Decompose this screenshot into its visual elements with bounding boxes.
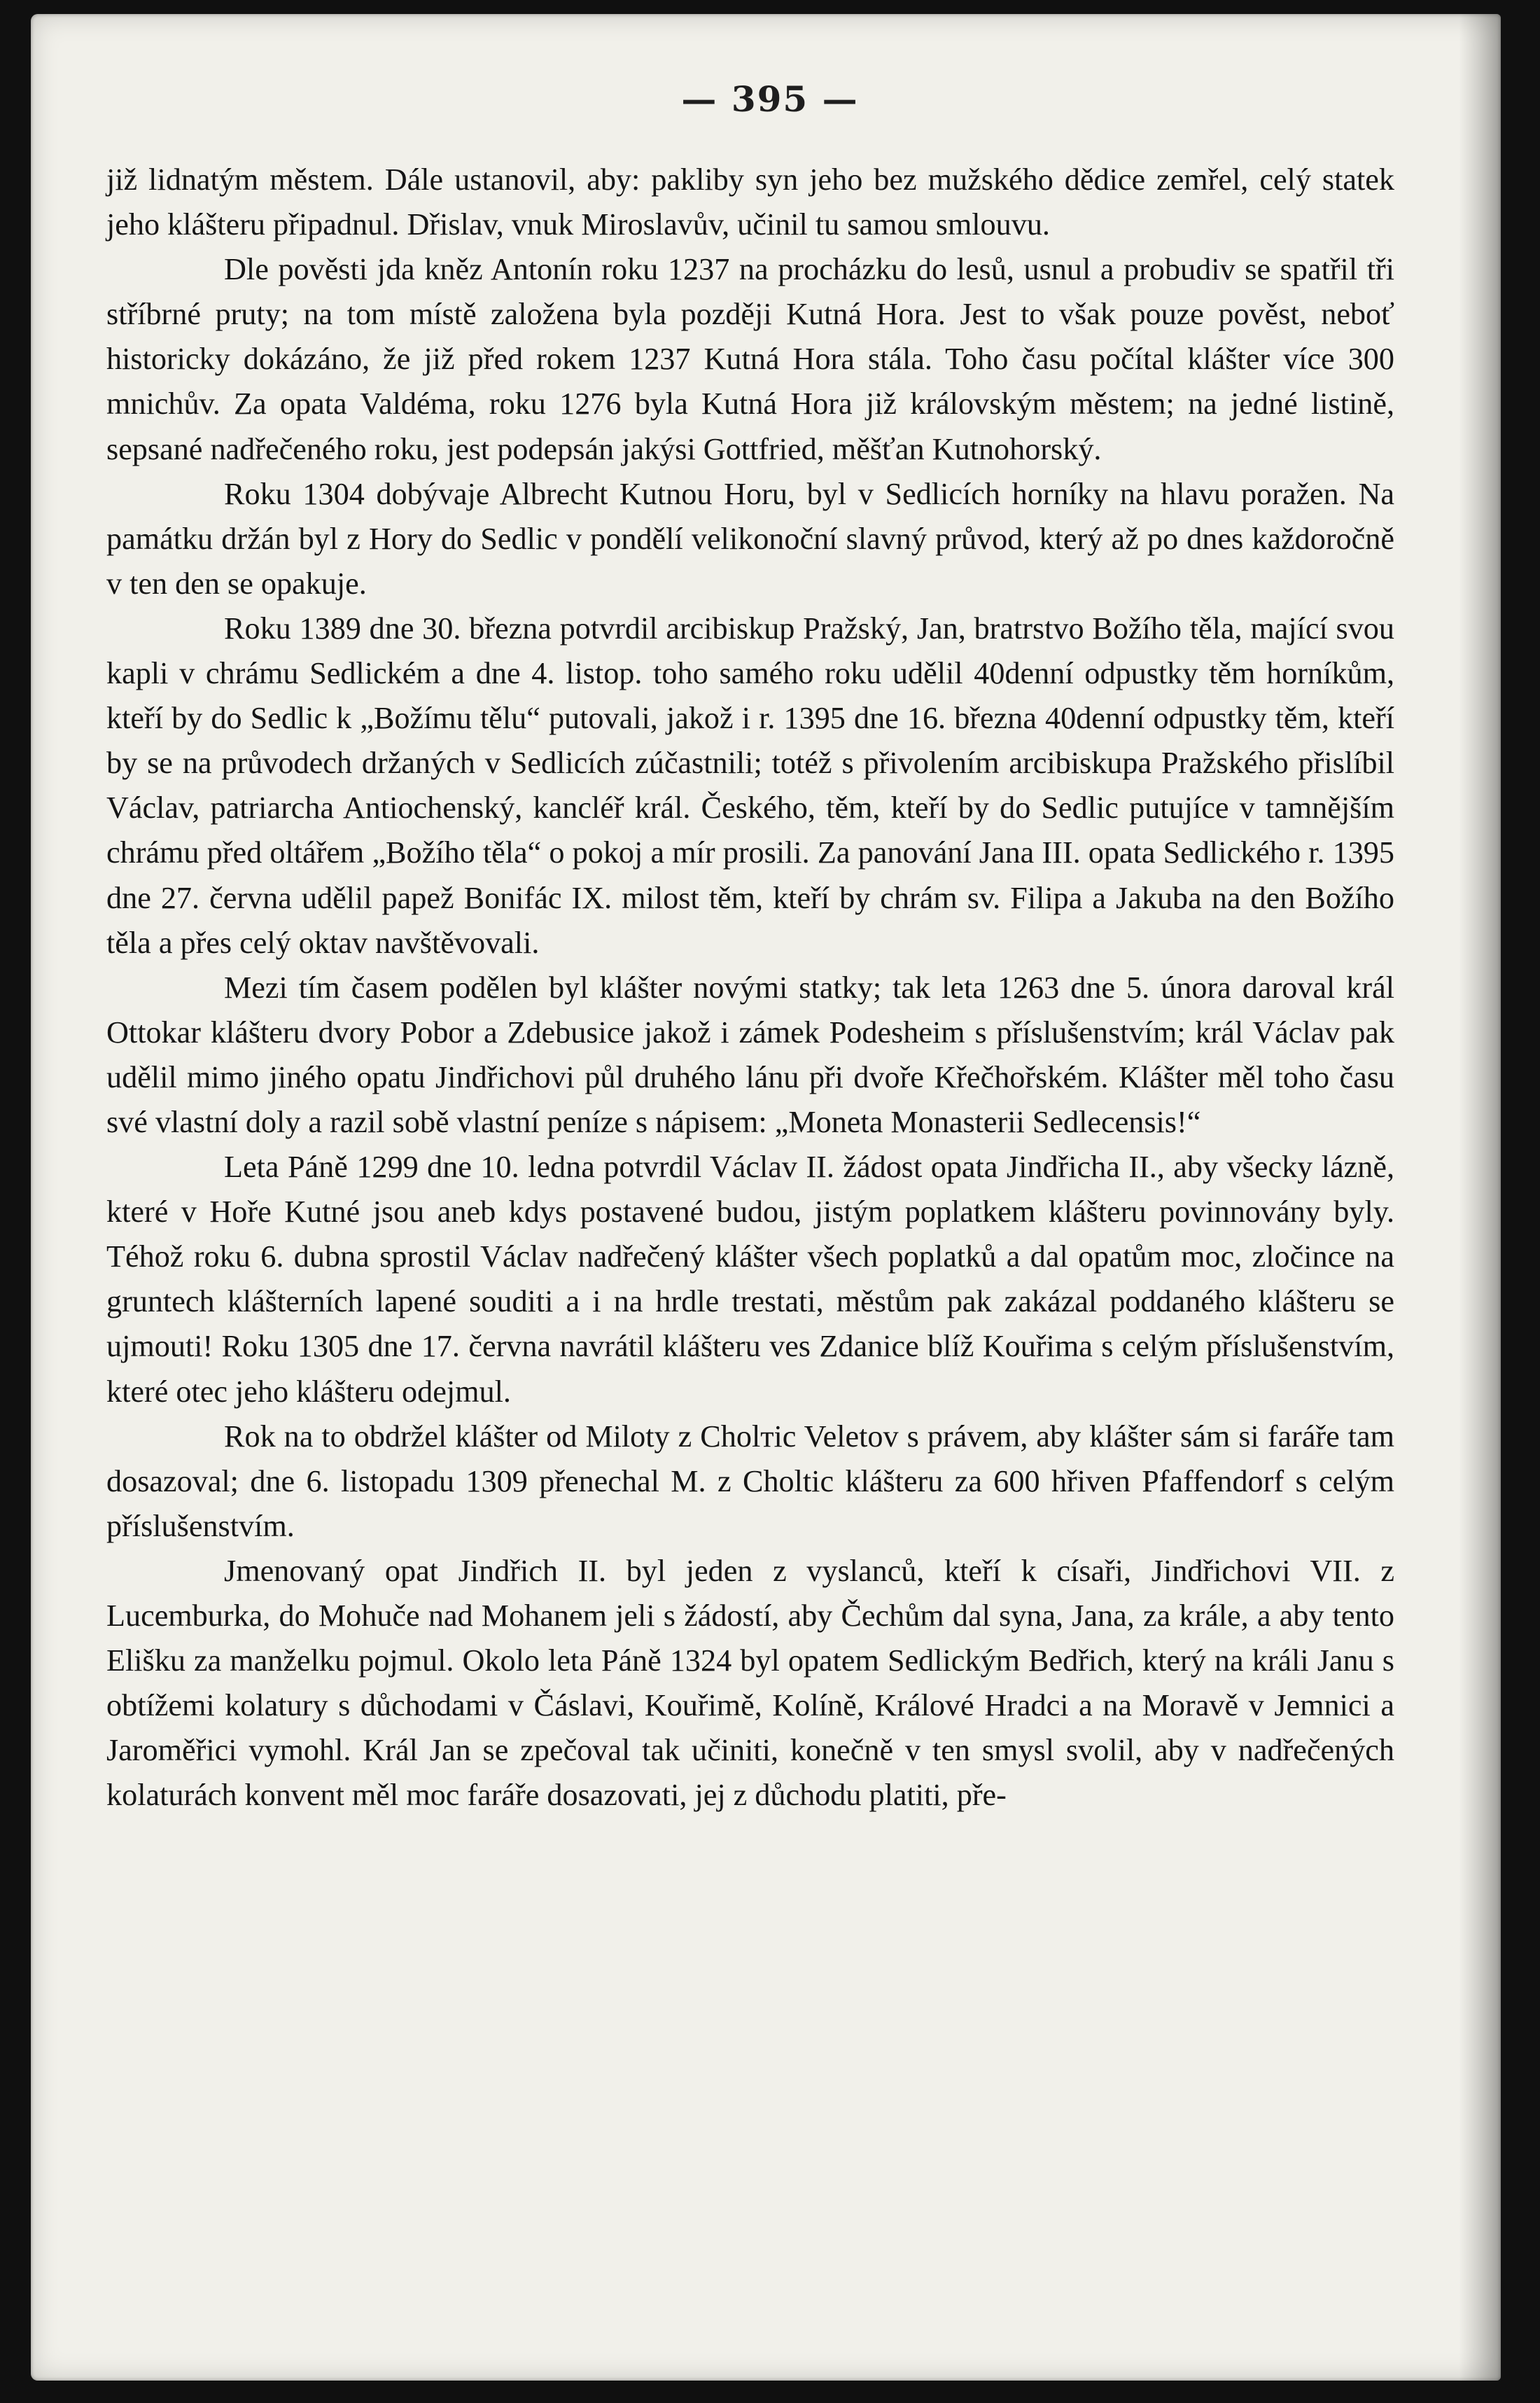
paragraph-8: Jmenovaný opat Jindřich II. byl jeden z vyslanců, kteří k císaři, Jindřichovi VII. z Lucemburka, do Mohuče nad Mohanem jeli s žádostí, aby Čechům dal syna, Jana, za krále, a aby tento Elišku za manželku pojmul. Okolo leta Páně 1324 byl opatem Sedlickým Bedřich, který na králi Janu s obtížemi kolatury s důchodami v Čáslavi, Kouřimě, Kolíně, Králové Hradci a na Moravě v Jemnici a Jaroměřici vymohl. Král Jan se zpečoval tak učiniti, konečně v ten smysl svolil, aby v nadřečených kolaturách konvent měl moc faráře dosazovati, jej z důchodu platiti, pře-	[106, 1553, 1394, 1813]
paragraph-4: Roku 1389 dne 30. března potvrdil arcibiskup Pražský, Jan, bratrstvo Božího těla, mající svou kapli v chrámu Sedlickém a dne 4. listop. toho samého roku udělil 40denní odpustky těm horníkům, kteří by do Sedlic k „Božímu tělu“ putovali, jakož i r. 1395 dne 16. března 40denní odpustky těm, kteří by se na průvodech držaných v Sedlicích zúčastnili; totéž s přivolením arcibiskupa Pražského přislíbil Václav, patriarcha Antiochenský, kancléř král. Českého, těm, kteří by do Sedlic putujíce v tamnějším chrámu před oltářem „Božího těla“ o pokoj a mír prosili. Za panování Jana III. opata Sedlického r. 1395 dne 27. června udělil papež Bonifác IX. milost těm, kteří by chrám sv. Filipa a Jakuba na den Božího těla a přes celý oktav navštěvovali.	[106, 611, 1394, 960]
page-number: — 395 —	[681, 78, 859, 120]
paragraph-7: Rok na to obdržel klášter od Miloty z Cholтic Veletov s právem, aby klášter sám si faráře tam dosazoval; dne 6. listopadu 1309 přenechal M. z Choltic klášteru za 600 hřiven Pfaffendorf s celým příslušenstvím.	[106, 1419, 1394, 1543]
paragraph-1: již lidnatým městem. Dále ustanovil, aby: pakliby syn jeho bez mužského dědice zemřel, celý statek jeho klášteru připadnul. Dřislav, vnuk Miroslavův, učinil tu samou smlouvu.	[106, 162, 1394, 242]
paragraph-5: Mezi tím časem podělen byl klášter novými statky; tak leta 1263 dne 5. února daroval král Ottokar klášteru dvory Pobor a Zdebusice jakož i zámek Podesheim s příslušenstvím; král Václav pak udělil mimo jiného opatu Jindřichovi půl druhého lánu při dvoře Křečhořském. Klášter měl toho času své vlastní doly a razil sobě vlastní peníze s nápisem: „Moneta Monasterii Sedlecensis!“	[106, 970, 1394, 1139]
page-text-body	[106, 158, 1394, 1818]
paragraph-2: Dle pověsti jda kněz Antonín roku 1237 na procházku do lesů, usnul a probudiv se spatřil tři stříbrné pruty; na tom místě založena byla později Kutná Hora. Jest to však pouze pověst, neboť historicky dokázáno, že již před rokem 1237 Kutná Hora stála. Toho času počítal klášter více 300 mnichův. Za opata Valdéma, roku 1276 byla Kutná Hora již královským městem; na jedné listině, sepsané nadřečeného roku, jest podepsán jakýsi Gottfried, měšťan Kutnohorský.	[106, 252, 1394, 466]
paragraph-3: Roku 1304 dobývaje Albrecht Kutnou Horu, byl v Sedlicích horníky na hlavu poražen. Na památku držán byl z Hory do Sedlic v pondělí velikonoční slavný průvod, který až po dnes každoročně v ten den se opakuje.	[106, 476, 1394, 601]
paragraph-6: Leta Páně 1299 dne 10. ledna potvrdil Václav II. žádost opata Jindřicha II., aby všecky lázně, které v Hoře Kutné jsou aneb kdys postavené budou, jistým poplatkem klášteru povinnovány byly. Téhož roku 6. dubna sprostil Václav nadřečený klášter všech poplatků a dal opatům moc, zločince na gruntech klášterních lapené souditi a i na hrdle trestati, městům pak zakázal poddaného klášteru se ujmouti! Roku 1305 dne 17. června navrátil klášteru ves Zdanice blíž Kouřima s celým příslušenstvím, které otec jeho klášteru odejmul.	[106, 1150, 1394, 1409]
